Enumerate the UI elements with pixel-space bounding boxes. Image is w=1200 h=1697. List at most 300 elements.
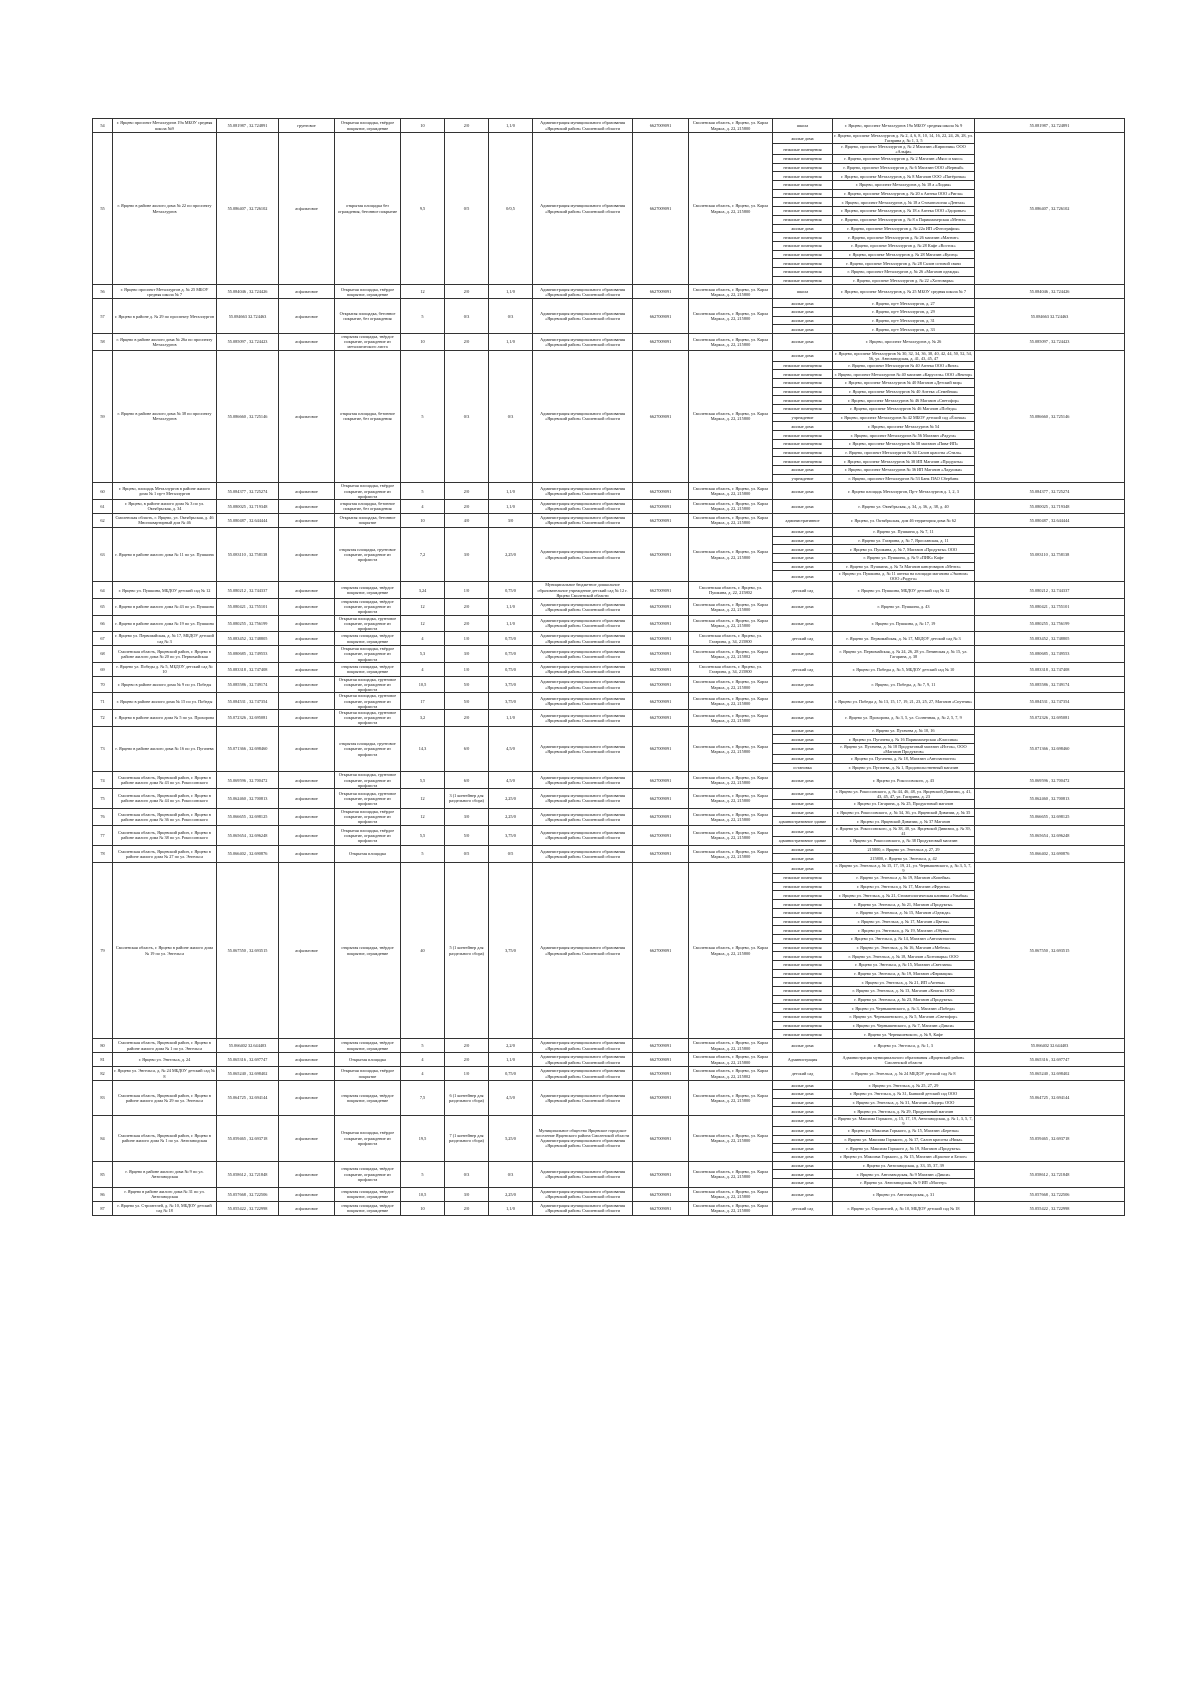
source-coordinates: 55.059465 , 32.693718: [975, 1115, 1125, 1161]
source-kind: нежилые помещения: [773, 439, 833, 448]
row-number: 58: [93, 334, 113, 351]
site-area: 3,2: [401, 710, 445, 727]
source-kind: жилые дома: [773, 1144, 833, 1153]
container-volume: 1,1/0: [489, 710, 533, 727]
site-area: 5,5: [401, 826, 445, 846]
source-coordinates: 55.065316 , 32.697747: [975, 1053, 1125, 1067]
source-address: г. Ярцево ул. Ярцевской Дивизии, д. № 37 Магазин: [833, 817, 975, 826]
source-kind: нежилые помещения: [773, 259, 833, 268]
row-number: 77: [93, 826, 113, 846]
container-count: 1/0: [445, 662, 489, 676]
owner-name: Администрация муниципального образования «Ярцевский район» Смоленской области: [533, 772, 633, 789]
source-kind: нежилые помещения: [773, 917, 833, 926]
source-address: г. Ярцево, проспект Металлургов № 40 Аптека «Семейная»: [833, 387, 975, 396]
table-row: [93, 527, 1125, 536]
container-volume: 1,1/0: [489, 1053, 533, 1067]
container-volume: 1,1/0: [489, 334, 533, 351]
surface-type: асфальтовое: [279, 788, 335, 808]
row-number: 60: [93, 483, 113, 500]
owner-inn: 6627009091: [633, 299, 689, 334]
site-area: 5,3: [401, 646, 445, 663]
source-address: г. Ярцево, проспект Металлургов № 36 ИП Магазин «Ладушки»: [833, 465, 975, 474]
source-address: г. Ярцево, проспект Металлургов № 40 Магазин «Детский мир»: [833, 379, 975, 388]
surface-type: асфальтовое: [279, 1187, 335, 1201]
site-description: Открытая площадка, твёрдое покрытие, ограждение из профлиста: [335, 646, 401, 663]
site-area: 10,5: [401, 676, 445, 693]
source-kind: жилые дома: [773, 299, 833, 308]
row-number: 54: [93, 119, 113, 133]
container-count: 3/0: [445, 1187, 489, 1201]
site-coordinates: 55.065240 , 32.698402: [217, 1067, 279, 1081]
surface-type: асфальтовое: [279, 863, 335, 1039]
owner-inn: 6627009091: [633, 710, 689, 727]
site-coordinates: 55.057668 , 32.722506: [217, 1187, 279, 1201]
source-address: г. Ярцево, пр-т Металлургов, д. 31: [833, 316, 975, 325]
source-kind: жилые дома: [773, 598, 833, 615]
site-description: открытая площадка, твёрдое покрытие, ограждение: [335, 582, 401, 599]
table-row: [93, 772, 1125, 789]
source-kind: жилые дома: [773, 536, 833, 545]
table-row: [93, 676, 1125, 693]
source-address: г. Ярцево ул. Энгельса, д. № 15, Магазин «Одежда»: [833, 908, 975, 917]
surface-type: асфальтовое: [279, 693, 335, 710]
surface-type: асфальтовое: [279, 582, 335, 599]
owner-name: Администрация муниципального образования «Ярцевский район» Смоленской области: [533, 808, 633, 825]
owner-name: Администрация муниципального образования «Ярцевский район» Смоленской области: [533, 513, 633, 527]
site-address: Смоленская область, г. Ярцево в районе жилого дома № 19 по ул. Энгельса: [113, 863, 217, 1039]
owner-name: Администрация муниципального образования «Ярцевский район» Смоленской области: [533, 693, 633, 710]
owner-inn: 6627009091: [633, 615, 689, 632]
source-kind: жилые дома: [773, 527, 833, 536]
owner-address: Смоленская область, г. Ярцево, ул. Карла Маркса, д. 22, 215800: [689, 1115, 773, 1161]
owner-inn: 6627009091: [633, 726, 689, 772]
site-address: г. Ярцево в районе д. № 29 по проспекту Металлургов: [113, 299, 217, 334]
owner-address: Смоленская область, г. Ярцево, ул. Карла Маркса, д. 22, 215800: [689, 1039, 773, 1053]
container-volume: 0,75/0: [489, 582, 533, 599]
site-area: 4: [401, 1053, 445, 1067]
surface-type: асфальтовое: [279, 133, 335, 285]
owner-inn: 6627009091: [633, 582, 689, 599]
source-kind: жилые дома: [773, 1098, 833, 1107]
row-number: 69: [93, 662, 113, 676]
source-address: г. Ярцево, проспект Металлургов № 54: [833, 422, 975, 431]
source-kind: нежилые помещения: [773, 215, 833, 224]
owner-address: Смоленская область, г. Ярцево, ул. Карла Маркса, д. 22, 215800: [689, 1161, 773, 1187]
owner-address: Смоленская область, г. Ярцево, ул. Гагарина, д. 34, 215800: [689, 632, 773, 646]
owner-inn: 6627009091: [633, 350, 689, 483]
owner-name: Администрация муниципального образования «Ярцевский район» Смоленской области: [533, 1081, 633, 1116]
site-area: 5: [401, 483, 445, 500]
source-kind: нежилые помещения: [773, 1013, 833, 1022]
source-address: г. Ярцево ул. Энгельса, д. № 29, Продуктовый магазин: [833, 1107, 975, 1116]
site-address: г. Ярцево в районе жилого дома № 9 по ул. Автозаводская: [113, 1161, 217, 1187]
site-area: 4: [401, 499, 445, 513]
source-address: г. Ярцево, проспект Металлургов № 40 магазин «Карусель» ООО «Вектор»: [833, 370, 975, 379]
source-coordinates: 55.086407 , 32.726102: [975, 133, 1125, 285]
table-row: [93, 598, 1125, 615]
source-coordinates: 55.066402 32.644403: [975, 1039, 1125, 1053]
source-kind: жилые дома: [773, 1081, 833, 1090]
site-address: г. Ярцево ул. Строителей, д. № 10, МБДОУ детский сад № 18: [113, 1201, 217, 1215]
source-kind: нежилые помещения: [773, 267, 833, 276]
source-kind: нежилые помещения: [773, 1021, 833, 1030]
owner-inn: 6627009091: [633, 513, 689, 527]
source-address: г. Ярцево ул. Максима Горького, д. 15, 17, 19, Автозаводская, д. № 1, 3, 5, 7, 9: [834, 1115, 973, 1126]
source-kind: жилые дома: [773, 553, 833, 562]
source-kind: нежилые помещения: [773, 181, 833, 190]
site-description: открытая площадка, твёрдое покрытие, ограждение из профлиста: [335, 598, 401, 615]
owner-address: Смоленская область, г. Ярцево, ул. Карла Маркса, д. 22, 215800: [689, 598, 773, 615]
site-coordinates: 55.080255 , 32.756199: [217, 615, 279, 632]
site-description: открытая площадка, твёрдое покрытие, ограждение: [335, 662, 401, 676]
source-coordinates: 55.080421 , 32.755101: [975, 598, 1125, 615]
source-kind: жилые дома: [773, 325, 833, 334]
source-address: г. Ярцево ул. Чернышевского, д. № 7, Магазин «Дикси»: [833, 1021, 975, 1030]
owner-inn: 6627009091: [633, 285, 689, 299]
source-coordinates: 55.083452 , 32.748805: [975, 632, 1125, 646]
source-address: г. Ярцево, проспект Металлургов д. № 28 Салон сотовой связи: [833, 259, 975, 268]
source-coordinates: 55.080025 , 32.719348: [975, 499, 1125, 513]
row-number: 68: [93, 646, 113, 663]
source-address: г. Ярцево площадь Металлургов, Пр-т Металлургов д. 1, 2, 3: [833, 483, 975, 500]
site-description: Открытая площадка, твёрдое покрытие, ограждение из профлиста: [335, 483, 401, 500]
source-address: г. Ярцево, проспект Металлургов д. № 6 Магазин ООО «Верный»: [833, 163, 975, 172]
row-number: 79: [93, 863, 113, 1039]
row-number: 87: [93, 1201, 113, 1215]
site-address: Смоленская область, Ярцевский район, г. Ярцево в районе жилого дома № 20 по ул. Первомайская: [113, 646, 217, 663]
table-row: [93, 119, 1125, 133]
source-address: г. Ярцево ул. Автозаводская, № 9 ИП «Мастер»: [833, 1179, 975, 1188]
source-address: г. Ярцево, проспект Металлургов 19а МБОУ средняя школа № 9: [833, 119, 975, 133]
source-address: г. Ярцево, проспект Металлургов д. № 2, 4, 6, 8, 10, 14, 16, 22, 24, 26, 28, ул. Гагарина д. № 1, 3, 5: [834, 133, 973, 143]
source-address: г. Ярцево, проспект Металлургов д. № 28 Магазин «Купец»: [833, 250, 975, 259]
source-coordinates: 55.080487 , 32.644444: [975, 513, 1125, 527]
site-coordinates: 55.080487 , 32.644444: [217, 513, 279, 527]
source-address: г. Ярцево ул. Энгельса, д. № 31, Бывший детский сад ООО: [833, 1089, 975, 1098]
source-coordinates: 55.066402 , 32.690876: [975, 845, 1125, 862]
site-description: открытая площадка, грунтовое покрытие, ограждение из профлиста: [335, 726, 401, 772]
container-count: 5/0: [445, 826, 489, 846]
source-kind: жилые дома: [773, 845, 833, 854]
container-volume: 1,1/0: [489, 499, 533, 513]
surface-type: асфальтовое: [279, 772, 335, 789]
source-kind: нежилые помещения: [773, 198, 833, 207]
site-area: 10: [401, 1201, 445, 1215]
site-coordinates: 55.067550 , 32.693515: [217, 863, 279, 1039]
site-description: Открытая площадка, твёрдое покрытие, ограждение из профлиста: [335, 826, 401, 846]
source-address: г. Ярцево, ул. Победы, д. № 7, 9, 11: [833, 676, 975, 693]
owner-inn: 6627009091: [633, 788, 689, 808]
container-count: 5/0: [445, 693, 489, 710]
source-kind: нежилые помещения: [773, 144, 833, 155]
site-coordinates: 55.069596 , 32.700472: [217, 772, 279, 789]
table-row: [93, 845, 1125, 854]
site-address: г. Ярцево в районе жилого дома № 5 по ул. Прохорова: [113, 710, 217, 727]
owner-address: Смоленская область, г. Ярцево, ул. Карла Маркса, д. 22, 215800: [689, 726, 773, 772]
source-kind: жилые дома: [773, 1179, 833, 1188]
site-address: Смоленская область, Ярцевский район, г. Ярцево в районе жилого дома № 38 по ул. Рокоссовского: [113, 826, 217, 846]
owner-name: Администрация муниципального образования «Ярцевский район» Смоленской области: [533, 1067, 633, 1081]
source-address: г. Ярцево ул. Энгельса, д. № 24 МБДОУ детский сад № 8: [833, 1067, 975, 1081]
site-coordinates: 55.086660 , 32.725146: [217, 350, 279, 483]
registry-table: [92, 118, 1125, 1216]
surface-type: асфальтовое: [279, 598, 335, 615]
table-row: [93, 483, 1125, 500]
site-area: 10: [401, 334, 445, 351]
owner-name: Администрация муниципального образования «Ярцевский район» Смоленской области: [533, 662, 633, 676]
source-address: г. Ярцево, ул. Октябрьская, дом 46 территория дома № 62: [833, 513, 975, 527]
site-description: Открытая площадка, твёрдое покрытие, ограждение из профлиста: [335, 1115, 401, 1161]
source-kind: нежилые помещения: [773, 396, 833, 405]
source-coordinates: 55.083318 , 32.747408: [975, 662, 1125, 676]
source-address: г. Ярцево ул. Энгельса, д. № 17, Магазин «Цветы»: [833, 917, 975, 926]
registry-body: [93, 119, 1125, 1216]
surface-type: асфальтовое: [279, 513, 335, 527]
source-address: г. Ярцево, проспект Металлургов д. № 28 Кафе «Восток»: [833, 241, 975, 250]
source-address: г. Ярцево, проспект Металлургов № 53 Банк ПАО Сбербанк: [833, 474, 975, 483]
owner-name: Администрация муниципального образования «Ярцевский район» Смоленской области: [533, 646, 633, 663]
owner-address: Смоленская область, г. Ярцево, ул. Карла Маркса, д. 22, 215800: [689, 1187, 773, 1201]
site-description: Открытая площадка, грунтовое покрытие, ограждение из профлиста: [335, 693, 401, 710]
site-address: г. Ярцево, в районе жилого дома № 3 по ул. Октябрьская, д. 34: [113, 499, 217, 513]
surface-type: асфальтовое: [279, 1081, 335, 1116]
source-address: г. Ярцево, проспект Металлургов № 46 Магазин «Победа»: [833, 405, 975, 414]
source-address: г. Ярцево, проспект Металлургов д. № 22а ИП «Фотография»: [833, 224, 975, 233]
owner-name: Администрация муниципального образования «Ярцевский район» Смоленской области: [533, 598, 633, 615]
owner-inn: 6627009091: [633, 646, 689, 663]
container-count: 0/3: [445, 350, 489, 483]
owner-inn: 6627009091: [633, 676, 689, 693]
source-address: г. Ярцево ул. Пушкина, МБДОУ детский сад № 12: [833, 582, 975, 599]
owner-inn: 6627009091: [633, 863, 689, 1039]
site-address: г. Ярцево в районе жилого дома № 11 по ул. Пушкина: [113, 527, 217, 581]
surface-type: асфальтовое: [279, 726, 335, 772]
source-kind: жилые дома: [773, 646, 833, 663]
container-volume: 0,75/0: [489, 1067, 533, 1081]
source-address: г. Ярцево ул. Энгельса, д. № 23, Магазин «Продукты»: [833, 995, 975, 1004]
site-area: 4: [401, 662, 445, 676]
table-row: [93, 513, 1125, 527]
table-row: [93, 1081, 1125, 1090]
source-address: г. Ярцево ул. Чернышевского, д. № 5, Магазин «Светофор»: [833, 1013, 975, 1022]
owner-inn: 6627009091: [633, 1161, 689, 1187]
source-coordinates: 55.080212 , 32.744337: [975, 582, 1125, 599]
source-address: г. Ярцево ул. Рокоссовского, д. № 38 Продуктовый магазин: [833, 837, 975, 846]
surface-type: асфальтовое: [279, 483, 335, 500]
source-kind: жилые дома: [773, 754, 833, 763]
source-address: г. Ярцево ул. Энгельса д. № 19, Магазин «Копейка»: [833, 874, 975, 883]
owner-address: Смоленская область, г. Ярцево, ул. Карла Маркса, д. 22, 215800: [689, 1081, 773, 1116]
surface-type: асфальтовое: [279, 632, 335, 646]
site-coordinates: 55.055422 , 32.722998: [217, 1201, 279, 1215]
site-coordinates: 55.086407 , 32.726102: [217, 133, 279, 285]
source-kind: жилые дома: [773, 808, 833, 817]
container-volume: 3,75/0: [489, 693, 533, 710]
owner-address: Смоленская область, г. Ярцево, ул. Карла Маркса, д. 22, 215800: [689, 1201, 773, 1215]
source-kind: жилые дома: [773, 710, 833, 727]
container-count: 0/3: [445, 299, 489, 334]
container-volume: 3,75/0: [489, 826, 533, 846]
source-address: г. Ярцево, проспект Металлургов д. № 26: [833, 334, 975, 351]
container-count: 2/0: [445, 499, 489, 513]
source-address: г. Ярцево ул. Энгельса, д. № 21, ИП «Аптека»: [833, 978, 975, 987]
owner-name: Администрация муниципального образования «Ярцевский район» Смоленской области: [533, 119, 633, 133]
source-address: г. Ярцево ул. Пушкина, д. № 7, Магазин «Продукты» ООО: [833, 545, 975, 554]
surface-type: асфальтовое: [279, 350, 335, 483]
row-number: 59: [93, 350, 113, 483]
owner-inn: 6627009091: [633, 1115, 689, 1161]
table-row: [93, 1115, 1125, 1126]
container-count: 1/0: [445, 582, 489, 599]
source-kind: жилые дома: [773, 562, 833, 571]
row-number: 84: [93, 1115, 113, 1161]
source-address: г. Ярцево ул. Гагарина, д. № 7, Ярославская, д. 11: [833, 536, 975, 545]
container-volume: 1,1/0: [489, 483, 533, 500]
source-address: г. Ярцево, проспект Металлургов № 40 Аптека ООО «Вита»: [833, 361, 975, 370]
source-kind: жилые дома: [773, 788, 833, 799]
container-count: 7 (1 контейнер для раздельного сбора): [445, 1115, 489, 1161]
source-address: г. Ярцево, проспект Металлургов д. № 18 а Аптека ООО «Здоровье»: [833, 207, 975, 216]
site-area: 5,5: [401, 772, 445, 789]
source-address: г. Ярцево ул. Автозаводская, д. 33, 35, 37, 39: [833, 1161, 975, 1170]
site-area: 19,5: [401, 1115, 445, 1161]
source-kind: жилые дома: [773, 545, 833, 554]
container-count: 6/0: [445, 772, 489, 789]
site-description: Открытая площадка, бетонное покрытие, без ограждения: [335, 299, 401, 334]
site-coordinates: 55.084663 32.724463: [217, 299, 279, 334]
site-coordinates: 55.071366 , 32.698460: [217, 726, 279, 772]
row-number: 81: [93, 1053, 113, 1067]
source-kind: нежилые помещения: [773, 379, 833, 388]
owner-inn: 6627009091: [633, 693, 689, 710]
container-count: 2/0: [445, 598, 489, 615]
source-address: г. Ярцево ул. Автозаводская, д. 31: [833, 1187, 975, 1201]
site-area: 12: [401, 285, 445, 299]
table-row: [93, 582, 1125, 599]
source-address: г. Ярцево, пр-т Металлургов, д. 27: [833, 299, 975, 308]
source-address: г. Ярцево ул. Пушкина, д. № 17, 19: [833, 615, 975, 632]
container-count: 2/0: [445, 483, 489, 500]
container-count: 2/0: [445, 1039, 489, 1053]
source-kind: школа: [773, 119, 833, 133]
source-kind: жилые дома: [773, 693, 833, 710]
site-area: 3,24: [401, 582, 445, 599]
site-coordinates: 55.059465 , 32.693718: [217, 1115, 279, 1161]
surface-type: асфальтовое: [279, 527, 335, 581]
owner-name: Администрация муниципального образования «Ярцевский район» Смоленской области: [533, 845, 633, 862]
source-address: г. Ярцево, проспект Металлургов д. № 8 Магазин ООО «Пятёрочка»: [833, 172, 975, 181]
source-kind: жилые дома: [773, 571, 833, 582]
row-number: 80: [93, 1039, 113, 1053]
site-description: Открытая площадка, грунтовое покрытие, ограждение из профлиста: [335, 772, 401, 789]
source-address: г. Ярцево ул. Максима Горького, д. № 15, Магазин «Березка»: [833, 1126, 975, 1135]
source-kind: нежилые помещения: [773, 448, 833, 457]
site-description: открытая площадка, бетонное покрытие, без ограждения: [335, 499, 401, 513]
source-address: г. Ярцево ул. Чернышевского, д. № 9, Кафе: [833, 1030, 975, 1039]
source-address: г. Ярцево, проспект Металлургов № 56 Магазин «Радуга»: [833, 431, 975, 440]
owner-name: Администрация муниципального образования «Ярцевский район» Смоленской области: [533, 826, 633, 846]
source-coordinates: 55.067550 , 32.693515: [975, 863, 1125, 1039]
container-count: 0/3: [445, 1161, 489, 1187]
source-kind: жилые дома: [773, 483, 833, 500]
container-volume: 0,75/0: [489, 646, 533, 663]
site-address: г. Ярцево проспект Металлургов д. № 25 МБОУ средняя школа № 7: [113, 285, 217, 299]
site-address: Смоленская область, Ярцевский район, г. Ярцево в районе жилого дома № 43 по ул. Рокоссовского: [113, 772, 217, 789]
table-row: [93, 299, 1125, 308]
owner-address: Смоленская область, г. Ярцево, ул. Карла Маркса, д. 22, 215802: [689, 1067, 773, 1081]
source-address: г. Ярцево ул. Энгельса, д. № 21, Магазин «Продукты»: [833, 900, 975, 909]
owner-inn: 6627009091: [633, 133, 689, 285]
site-area: 12: [401, 808, 445, 825]
source-kind: жилые дома: [773, 1089, 833, 1098]
container-count: 2/0: [445, 334, 489, 351]
source-address: г. Ярцево ул. Максима Горького д. № 19, Магазин «Продукты»: [833, 1144, 975, 1153]
surface-type: асфальтовое: [279, 1053, 335, 1067]
container-volume: 0/3: [489, 350, 533, 483]
row-number: 62: [93, 513, 113, 527]
row-number: 70: [93, 676, 113, 693]
source-address: г. Ярцево ул. Максима Горького, д. № 17, Салон красоты «Ника»: [833, 1135, 975, 1144]
surface-type: асфальтовое: [279, 646, 335, 663]
row-number: 61: [93, 499, 113, 513]
owner-inn: 6627009091: [633, 334, 689, 351]
site-coordinates: 55.080212 , 32.744337: [217, 582, 279, 599]
source-kind: нежилые помещения: [773, 172, 833, 181]
owner-name: Администрация муниципального образования «Ярцевский район» Смоленской области: [533, 285, 633, 299]
source-kind: жилые дома: [773, 615, 833, 632]
site-description: открытая площадка, твёрдое покрытие, ограждение: [335, 1039, 401, 1053]
owner-name: Администрация муниципального образования «Ярцевский район» Смоленской области: [533, 1039, 633, 1053]
site-area: 5: [401, 1039, 445, 1053]
site-description: Открытая площадка, грунтовое покрытие, ограждение из профлиста: [335, 710, 401, 727]
source-kind: Администрация: [773, 1053, 833, 1067]
table-row: [93, 826, 1125, 837]
source-kind: нежилые помещения: [773, 882, 833, 891]
site-address: г. Ярцево в районе жилого дома № 19 по ул. Пушкина: [113, 615, 217, 632]
table-row: [93, 693, 1125, 710]
source-address: г. Ярцево, проспект Металлургов № 30, 32, 34, 36, 38, 40, 42, 44, 50, 52, 54, 56, ул. Автозаводская, д. 41, 43, 45, 47: [833, 350, 975, 361]
container-count: 3/0: [445, 527, 489, 581]
site-area: 10,5: [401, 1187, 445, 1201]
source-address: г. Ярцево ул. Энгельса, д. № 19, Магазин «Обувь»: [833, 926, 975, 935]
surface-type: асфальтовое: [279, 1115, 335, 1161]
surface-type: асфальтовое: [279, 1067, 335, 1081]
source-kind: жилые дома: [773, 133, 833, 144]
container-volume: 2,25/0: [489, 808, 533, 825]
surface-type: асфальтовое: [279, 499, 335, 513]
row-number: 57: [93, 299, 113, 334]
source-kind: жилые дома: [773, 316, 833, 325]
source-coordinates: 55.084663 32.724463: [975, 299, 1125, 334]
source-address: г. Ярцево, проспект Металлургов д. № 20 а Аптека ООО «Ригла»: [833, 189, 975, 198]
owner-address: Смоленская область, г. Ярцево, ул. Карла Маркса, д. 22, 215800: [689, 845, 773, 862]
source-address: Администрация муниципального образования «Ярцевский район» Смоленской области: [833, 1053, 975, 1067]
owner-name: Администрация муниципального образования «Ярцевский район» Смоленской области: [533, 350, 633, 483]
owner-address: Смоленская область, г. Ярцево, ул. Пушкина, д. 22, 215802: [689, 582, 773, 599]
source-kind: детский сад: [773, 1201, 833, 1215]
owner-address: Смоленская область, г. Ярцево, ул. Карла Маркса, д. 22, 215800: [689, 513, 773, 527]
source-address: г. Ярцево, проспект Металлургов д. № 8 а Парикмахерская «Мечта»: [833, 215, 975, 224]
site-area: 7,5: [401, 1081, 445, 1116]
site-area: 14,3: [401, 726, 445, 772]
source-kind: жилые дома: [773, 1115, 833, 1126]
owner-address: Смоленская область, г. Ярцево, ул. Карла Маркса, д. 22, 215800: [689, 1053, 773, 1067]
source-address: г. Ярцево, проспект Металлургов д. № 22 «Хозтовары»: [833, 276, 975, 285]
source-kind: нежилые помещения: [773, 934, 833, 943]
site-coordinates: 55.085097 , 32.724423: [217, 334, 279, 351]
owner-address: Смоленская область, г. Ярцево, ул. Карла Маркса, д. 22, 215800: [689, 499, 773, 513]
container-count: 1/0: [445, 632, 489, 646]
